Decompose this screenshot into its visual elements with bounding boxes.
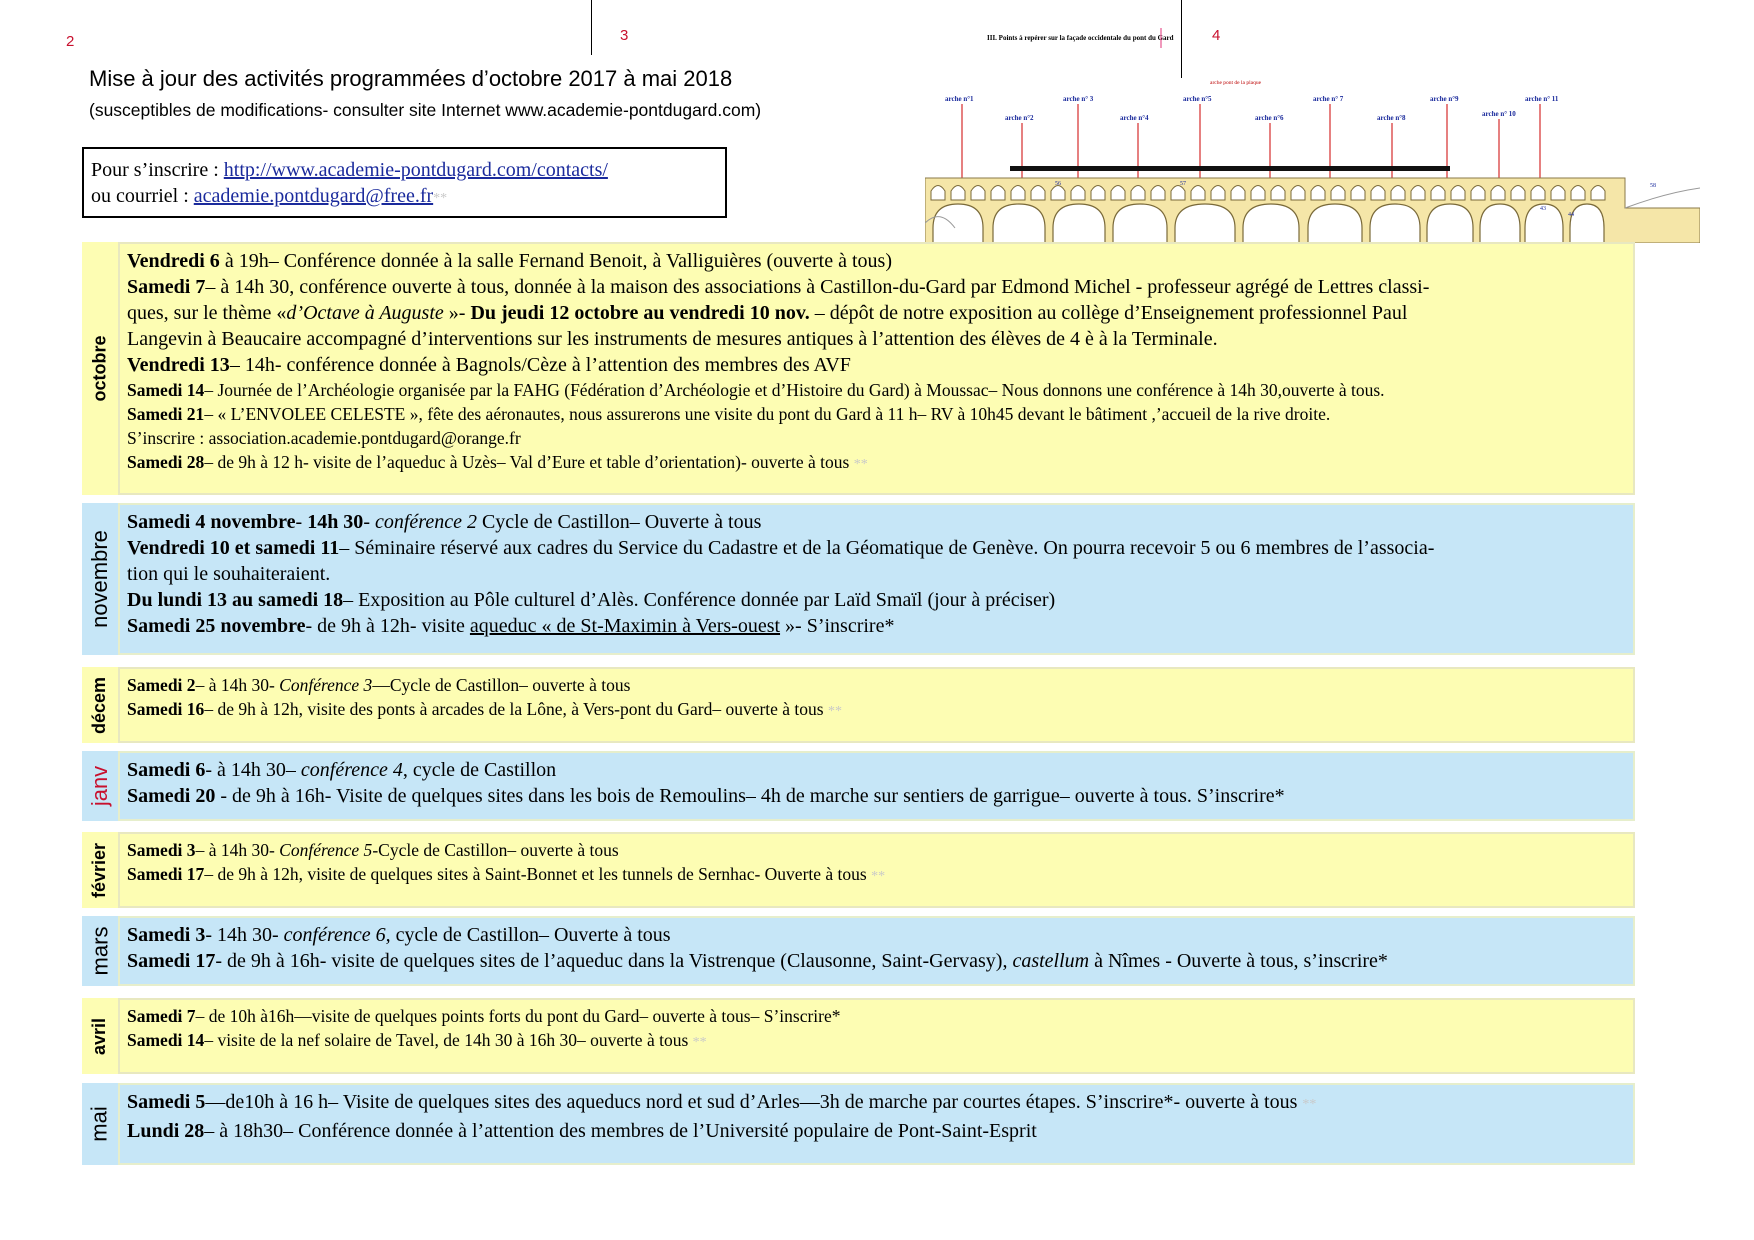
activity-text: »- <box>443 302 471 324</box>
page-divider-left <box>591 0 592 55</box>
activity-line <box>127 1004 1627 1028</box>
activity-text: - de 9h à 12h- visite <box>305 615 470 637</box>
lower-arch <box>1370 204 1420 243</box>
upper-arch <box>1311 186 1325 201</box>
activity-text: – dépôt de notre exposition au collège d’Enseignement professionnel Paul <box>809 302 1408 324</box>
activity-text: – à 18h30– Conférence donnée à l’attention des membres de l’Université populaire de Pont-Saint-Esprit <box>204 1120 1037 1142</box>
activity-text: – de 9h à 12 h- visite de l’aqueduc à Uzès– Val d’Eure et table d’orientation)- ouverte à tous <box>204 452 854 472</box>
activity-line <box>127 587 1627 613</box>
activity-text: – de 9h à 12h, visite de quelques sites à Saint-Bonnet et les tunnels de Sernhac- Ouverte à tous <box>204 864 872 884</box>
page-subtitle: (susceptibles de modifications- consulter site Internet www.academie-pontdugard.com) <box>89 100 762 120</box>
activity-text: Conférence 3 <box>279 675 373 695</box>
activity-date: Samedi 21 <box>127 404 205 424</box>
pont-du-gard-diagram <box>925 28 1700 243</box>
arch-label-11: arche n° 11 <box>1525 95 1559 103</box>
activity-line <box>127 838 1627 862</box>
bridge-mark-43: 43 <box>1540 206 1546 212</box>
upper-arch <box>1571 186 1585 201</box>
upper-arch <box>1531 186 1545 201</box>
lower-arch <box>1427 204 1473 243</box>
upper-arch <box>1331 186 1345 201</box>
contact-label: Pour s’inscrire : <box>91 159 224 181</box>
activity-text: – de 9h à 12h, visite des ponts à arcades de la Lône, à Vers-pont du Gard– ouverte à tous <box>204 699 828 719</box>
activity-line <box>127 783 1627 809</box>
month-activities <box>118 916 1635 986</box>
upper-arch <box>1011 186 1025 201</box>
activity-line <box>127 613 1627 639</box>
activity-date: Samedi 7 <box>127 1006 196 1026</box>
lower-arch <box>933 204 983 243</box>
activity-line <box>127 535 1627 561</box>
lower-arch <box>993 204 1045 243</box>
month-name: mai <box>86 1106 112 1142</box>
activity-text: – Séminaire réservé aux cadres du Service du Cadastre et de la Géomatique de Genève. On pourra recevoir 5 ou 6 membres de l’associa- <box>339 537 1435 559</box>
activity-date: Samedi 7 <box>127 276 206 298</box>
activity-text: - à 14h 30– <box>205 759 301 781</box>
month-name: avril <box>89 1017 110 1055</box>
activity-line <box>127 862 1627 889</box>
activity-line <box>127 1028 1627 1055</box>
activity-date: Vendredi 6 <box>127 250 220 272</box>
activity-text: »- S’inscrire* <box>780 615 895 637</box>
upper-arch <box>1291 186 1305 201</box>
activity-text: Conférence 5 <box>279 840 373 860</box>
activity-text: – à 14h 30- <box>195 840 280 860</box>
activity-text: – à 14h 30- <box>195 675 280 695</box>
upper-arch <box>1471 186 1485 201</box>
lower-arch <box>1308 204 1362 243</box>
activity-date: Du jeudi 12 octobre au vendredi 10 nov. <box>470 302 810 324</box>
faint-asterisks: ** <box>1302 1097 1317 1112</box>
faint-asterisks: ** <box>692 1035 707 1050</box>
upper-arch <box>1431 186 1445 201</box>
activity-text: Langevin à Beaucaire accompagné d’interventions sur les instruments de mesures antiques à l’attention des élèves de 4 è à la Terminale. <box>127 328 1218 350</box>
activity-text: conférence 4 <box>300 759 403 781</box>
activity-text: à 19h– Conférence donnée à la salle Fernand Benoit, à Valliguières (ouverte à tous) <box>219 250 892 272</box>
month-row-novembre <box>82 503 1635 655</box>
month-row-mars <box>82 916 1635 986</box>
month-row-avril <box>82 998 1635 1074</box>
month-activities <box>118 242 1635 495</box>
activity-line <box>127 274 1627 300</box>
activity-text: castellum <box>1012 950 1090 972</box>
activity-line <box>127 378 1627 402</box>
activity-line <box>127 326 1627 352</box>
upper-arch <box>1191 186 1205 201</box>
activity-line <box>127 1089 1627 1118</box>
month-row-décem <box>82 667 1635 743</box>
activity-line <box>127 757 1627 783</box>
activity-date: Samedi 20 <box>127 785 216 807</box>
upper-arch <box>1451 186 1465 201</box>
bridge-mark-58: 58 <box>1650 183 1656 189</box>
upper-arch <box>1271 186 1285 201</box>
activity-text: – « L’ENVOLEE CELESTE », fête des aéronautes, nous assurerons une visite du pont du Gard à 11 h– RV à 10h45 devant le bâtiment ,’accueil de la rive droite. <box>204 404 1331 424</box>
upper-arch <box>1131 186 1145 201</box>
month-row-mai <box>82 1083 1635 1165</box>
activity-date: Samedi 14 <box>127 380 205 400</box>
upper-arch <box>1231 186 1245 201</box>
activity-text: cycle de Castillon– Ouverte à tous <box>390 924 671 946</box>
upper-arch <box>1051 186 1065 201</box>
activity-text: -Cycle de Castillon– ouverte à tous <box>372 840 619 860</box>
activity-text: - <box>295 511 308 533</box>
month-row-février <box>82 832 1635 908</box>
activity-text: - <box>363 511 375 533</box>
activity-date: Samedi 3 <box>127 924 206 946</box>
upper-arch <box>931 186 945 201</box>
lower-arch <box>1570 204 1604 243</box>
arch-label-8: arche n°8 <box>1377 114 1406 122</box>
upper-arch <box>1371 186 1385 201</box>
activity-line <box>127 1118 1627 1144</box>
upper-arch <box>1591 186 1605 201</box>
upper-arch <box>1151 186 1165 201</box>
contacts-link[interactable]: http://www.academie-pontdugard.com/contacts/ <box>223 159 608 181</box>
month-row-janv <box>82 751 1635 821</box>
month-activities <box>118 503 1635 655</box>
activity-line <box>127 450 1627 477</box>
arch-label-9: arche n°9 <box>1430 95 1459 103</box>
contact-line-2 <box>91 183 718 212</box>
upper-arch <box>1411 186 1425 201</box>
activity-line <box>127 300 1627 326</box>
activity-line <box>127 509 1627 535</box>
activity-text: —Cycle de Castillon– ouverte à tous <box>372 675 631 695</box>
month-name: décem <box>89 676 110 734</box>
activity-text: – Exposition au Pôle culturel d’Alès. Conférence donnée par Laïd Smaïl (jour à préciser) <box>343 589 1056 611</box>
activity-text: , cycle de Castillon <box>402 759 557 781</box>
activity-date: Samedi 5 <box>127 1091 206 1113</box>
activity-date: Samedi 17 <box>127 950 216 972</box>
month-label-cell <box>82 832 118 908</box>
activity-text: S’inscrire : association.academie.pontdugard@orange.fr <box>127 428 521 448</box>
bridge-mark-56: 56 <box>1055 181 1061 187</box>
upper-arch <box>1091 186 1105 201</box>
upper-arch <box>1171 186 1185 201</box>
bridge-mark-57: 57 <box>1180 181 1186 187</box>
faint-asterisks: ** <box>827 704 842 719</box>
activity-text: - 14h 30- <box>205 924 284 946</box>
month-name: mars <box>87 926 113 976</box>
activity-date: Vendredi 13 <box>127 354 230 376</box>
arch-label-4: arche n°4 <box>1120 114 1149 122</box>
activity-text: Cycle de Castillon– Ouverte à tous <box>476 511 762 533</box>
upper-arch <box>1211 186 1225 201</box>
upper-arch <box>1251 186 1265 201</box>
activity-text: d’Octave à Auguste <box>286 302 444 324</box>
month-label-cell <box>82 1083 118 1165</box>
month-activities <box>118 751 1635 821</box>
upper-arch <box>971 186 985 201</box>
activity-text: à Nîmes - Ouverte à tous, s’inscrire* <box>1089 950 1388 972</box>
month-activities <box>118 667 1635 743</box>
month-name: octobre <box>89 335 110 402</box>
lower-arch <box>1175 204 1235 243</box>
activity-line <box>127 697 1627 724</box>
arch-label-3: arche n° 3 <box>1063 95 1094 103</box>
activity-date: 14h 30 <box>307 511 364 533</box>
activity-date: Samedi 25 novembre <box>127 615 306 637</box>
activity-line <box>127 402 1627 426</box>
activity-text: – de 10h à16h—visite de quelques points forts du pont du Gard– ouverte à tous– S’inscrire* <box>195 1006 841 1026</box>
activity-date: Vendredi 10 et samedi 11 <box>127 537 340 559</box>
upper-arch <box>1071 186 1085 201</box>
activity-line <box>127 673 1627 697</box>
activity-line <box>127 922 1627 948</box>
email-link[interactable]: academie.pontdugard@free.fr <box>193 185 434 207</box>
month-label-cell <box>82 751 118 821</box>
page-title: Mise à jour des activités programmées d’octobre 2017 à mai 2018 <box>89 66 733 91</box>
month-name: novembre <box>87 530 112 628</box>
faint-asterisks: ** <box>433 191 448 206</box>
activity-date: Samedi 4 novembre <box>127 511 296 533</box>
activity-text: conférence 6, <box>283 924 391 946</box>
month-name: janv <box>87 765 113 807</box>
page-number-2: 2 <box>66 33 75 50</box>
arch-label-7: arche n° 7 <box>1313 95 1344 103</box>
month-activities <box>118 832 1635 908</box>
activity-line <box>127 948 1627 974</box>
month-label-cell <box>82 998 118 1074</box>
month-label-cell <box>82 503 118 655</box>
activity-line <box>127 561 1627 587</box>
arch-label-10: arche n° 10 <box>1482 110 1516 118</box>
activity-line <box>127 352 1627 378</box>
bridge-road <box>1010 166 1450 171</box>
contact-line-1 <box>91 157 718 183</box>
bridge-mark-44: 44 <box>1568 212 1574 218</box>
activity-date: Du lundi 13 au samedi 18 <box>127 589 344 611</box>
activity-date: Samedi 14 <box>127 1030 205 1050</box>
bridge-red-label: arche pont de la plaque <box>1210 80 1262 86</box>
upper-arch <box>1551 186 1565 201</box>
activity-date: Samedi 16 <box>127 699 205 719</box>
activity-text: aqueduc « de St-Maximin à Vers-ouest <box>469 615 781 637</box>
contact-box <box>82 147 727 218</box>
upper-arch <box>1391 186 1405 201</box>
month-activities <box>118 1083 1635 1165</box>
arch-label-5: arche n°5 <box>1183 95 1212 103</box>
activity-text: – 14h- conférence donnée à Bagnols/Cèze à l’attention des membres des AVF <box>229 354 851 376</box>
lower-arch <box>1113 204 1167 243</box>
upper-arch <box>1351 186 1365 201</box>
arch-label-1: arche n°1 <box>945 95 974 103</box>
page-number-3: 3 <box>620 27 629 44</box>
arch-label-6: arche n°6 <box>1255 114 1284 122</box>
upper-arch <box>1031 186 1045 201</box>
activity-date: Samedi 3 <box>127 840 196 860</box>
faint-asterisks: ** <box>853 457 868 472</box>
upper-arch <box>991 186 1005 201</box>
lower-arch <box>1480 204 1520 243</box>
arch-label-2: arche n°2 <box>1005 114 1034 122</box>
upper-arch <box>951 186 965 201</box>
activity-line <box>127 426 1627 450</box>
activity-date: Samedi 2 <box>127 675 196 695</box>
month-label-cell <box>82 242 118 495</box>
activity-text: – Journée de l’Archéologie organisée par la FAHG (Fédération d’Archéologie et d’Histoire du Gard) à Moussac– Nous donnons une conférence à 14h 30,ouverte à tous. <box>204 380 1385 400</box>
upper-arch <box>1491 186 1505 201</box>
activity-text: – à 14h 30, conférence ouverte à tous, donnée à la maison des associations à Castillon-du-Gard par Edmond Michel - professeur agrégé de Lettres classi- <box>205 276 1430 298</box>
upper-arch <box>1511 186 1525 201</box>
month-label-cell <box>82 667 118 743</box>
lower-arch <box>1243 204 1299 243</box>
activity-text: conférence 2 <box>374 511 477 533</box>
month-name: février <box>89 842 110 898</box>
activity-date: Samedi 17 <box>127 864 205 884</box>
upper-arch <box>1111 186 1125 201</box>
activity-text: —de10h à 16 h– Visite de quelques sites des aqueducs nord et sud d’Arles—3h de marche par courtes étapes. S’inscrire*- ouverte à tous <box>205 1091 1303 1113</box>
activity-text: - de 9h à 16h- Visite de quelques sites dans les bois de Remoulins– 4h de marche sur sentiers de garrigue– ouverte à tous. S’inscrire* <box>215 785 1285 807</box>
email-label: ou courriel : <box>91 185 194 207</box>
activity-text: - de 9h à 16h- visite de quelques sites de l’aqueduc dans la Vistrenque (Clausonne, Saint-Gervasy), <box>215 950 1013 972</box>
month-label-cell <box>82 916 118 986</box>
lower-arch <box>1053 204 1105 243</box>
bridge-caption: III. Points à repérer sur la façade occidentale du pont du Gard <box>987 34 1174 42</box>
activity-text: ques, sur le thème « <box>127 302 287 324</box>
month-activities <box>118 998 1635 1074</box>
page-number-4: 4 <box>1212 27 1221 44</box>
faint-asterisks: ** <box>871 869 886 884</box>
activity-date: Samedi 28 <box>127 452 205 472</box>
activity-date: Lundi 28 <box>127 1120 205 1142</box>
month-row-octobre <box>82 242 1635 495</box>
activity-text: tion qui le souhaiteraient. <box>127 563 331 585</box>
activity-text: – visite de la nef solaire de Tavel, de 14h 30 à 16h 30– ouverte à tous <box>204 1030 693 1050</box>
activity-date: Samedi 6 <box>127 759 206 781</box>
activity-line <box>127 248 1627 274</box>
